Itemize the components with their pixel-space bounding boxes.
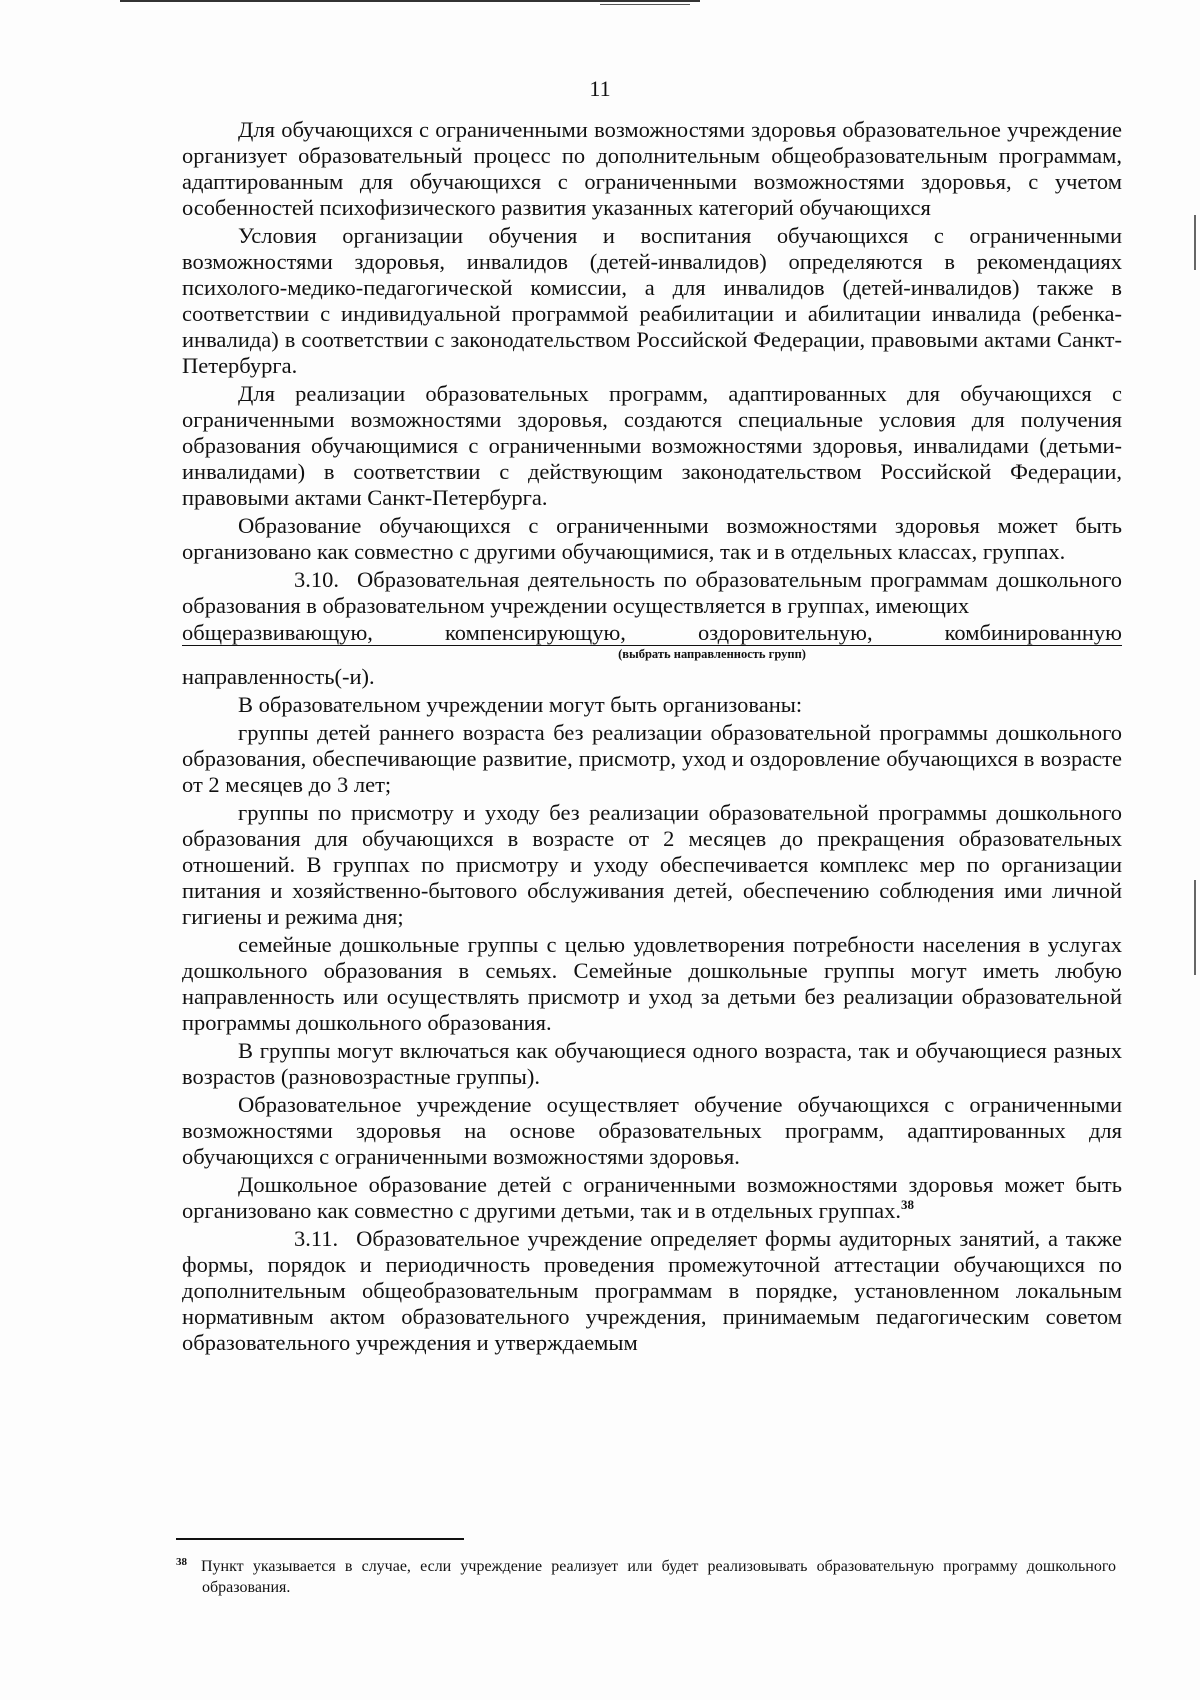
paragraph-text: Дошкольное образование детей с ограниченными возможностями здоровья может быть организовано как совместно с другими детьми, так и в отдельных группах. (182, 1172, 1122, 1223)
clause-number: 3.10. (294, 567, 339, 592)
paragraph: направленность(-и). (182, 664, 375, 689)
group-orientation-options (182, 621, 1122, 646)
page-number: 11 (589, 76, 611, 101)
clause-3-10 (182, 567, 1122, 619)
scan-artifact-right-1 (1194, 215, 1196, 270)
paragraph: Для обучающихся с ограниченными возможностями здоровья образовательное учреждение организует образовательный процесс по дополнительным общеобразовательным программам, адаптированным для обучающихся с ограниченными возможностями здоровья, с учетом особенностей психофизического развития указанных категорий обучающихся (182, 117, 1122, 220)
footnote-body (176, 1552, 1116, 1598)
clause-text: Образовательная деятельность по образовательным программам дошкольного образования в образовательном учреждении осуществляется в группах, имеющих (182, 567, 1122, 618)
footnote-separator (176, 1538, 464, 1540)
paragraph: семейные дошкольные группы с целью удовлетворения потребности населения в услугах дошкольного образования в семьях. Семейные дошкольные группы могут иметь любую направленность или осуществлять присмотр и уход за детьми без реализации образовательной программы дошкольного образования. (182, 932, 1122, 1035)
option-compensating: компенсирующую, (444, 620, 626, 645)
document-body (182, 117, 1122, 1358)
paragraph: В группы могут включаться как обучающиеся одного возраста, так и обучающиеся разных возрастов (разновозрастные группы). (182, 1038, 1122, 1089)
paragraph: Для реализации образовательных программ, адаптированных для обучающихся с ограниченными возможностями здоровья, создаются специальные условия для получения образования обучающимися с ограниченными возможностями здоровья, инвалидами (детьми-инвалидами) в соответствии с действующим законодательством Российской Федерации, правовыми актами Санкт-Петербурга. (182, 381, 1122, 510)
footnote-mark: 38 (176, 1556, 187, 1568)
scan-artifact-top-2 (600, 4, 690, 5)
paragraph: Образование обучающихся с ограниченными возможностями здоровья может быть организовано как совместно с другими обучающимися, так и в отдельных классах, группах. (182, 513, 1122, 564)
scan-artifact-top (120, 0, 700, 2)
option-general-developing: общеразвивающую, (182, 620, 373, 645)
clause-number: 3.11. (294, 1226, 339, 1251)
footnote (176, 1552, 1116, 1598)
field-hint: (выбрать направленность групп) (618, 647, 806, 661)
scan-artifact-right-2 (1194, 880, 1196, 975)
paragraph: группы детей раннего возраста без реализации образовательной программы дошкольного образования, обеспечивающие развитие, присмотр, уход и оздоровление обучающихся в возрасте от 2 месяцев до 3 лет; (182, 720, 1122, 797)
clause-3-11 (182, 1226, 1122, 1356)
paragraph: В образовательном учреждении могут быть организованы: (238, 692, 803, 717)
option-combined: комбинированную (944, 620, 1122, 645)
paragraph: Условия организации обучения и воспитания обучающихся с ограниченными возможностями здоровья, инвалидов (детей-инвалидов) определяются в рекомендациях психолого-медико-педагогической комиссии, а для инвалидов (детей-инвалидов) также в соответствии с индивидуальной программой реабилитации и абилитации инвалида (ребенка-инвалида) в соответствии с законодательством Российской Федерации, правовыми актами Санкт-Петербурга. (182, 223, 1122, 378)
paragraph (182, 1172, 1122, 1224)
option-health-improving: оздоровительную, (697, 620, 873, 645)
paragraph: Образовательное учреждение осуществляет обучение обучающихся с ограниченными возможностями здоровья на основе образовательных программ, адаптированных для обучающихся с ограниченными возможностями здоровья. (182, 1092, 1122, 1169)
footnote-text: Пункт указывается в случае, если учреждение реализует или будет реализовывать образовательную программу дошкольного образования. (201, 1558, 1116, 1596)
footnote-reference[interactable]: 38 (901, 1197, 915, 1212)
paragraph: группы по присмотру и уходу без реализации образовательной программы дошкольного образования для обучающихся в возрасте от 2 месяцев до прекращения образовательных отношений. В группах по присмотру и уходу обеспечивается комплекс мер по организации питания и хозяйственно-бытового обслуживания детей, обеспечению соблюдения ими личной гигиены и режима дня; (182, 800, 1122, 929)
clause-text: Образовательное учреждение определяет формы аудиторных занятий, а также формы, порядок и периодичность проведения промежуточной аттестации обучающихся по дополнительным общеобразовательным программам в порядке, установленном локальным нормативным актом образовательного учреждения, принимаемым педагогическим советом образовательного учреждения и утверждаемым (182, 1226, 1122, 1355)
